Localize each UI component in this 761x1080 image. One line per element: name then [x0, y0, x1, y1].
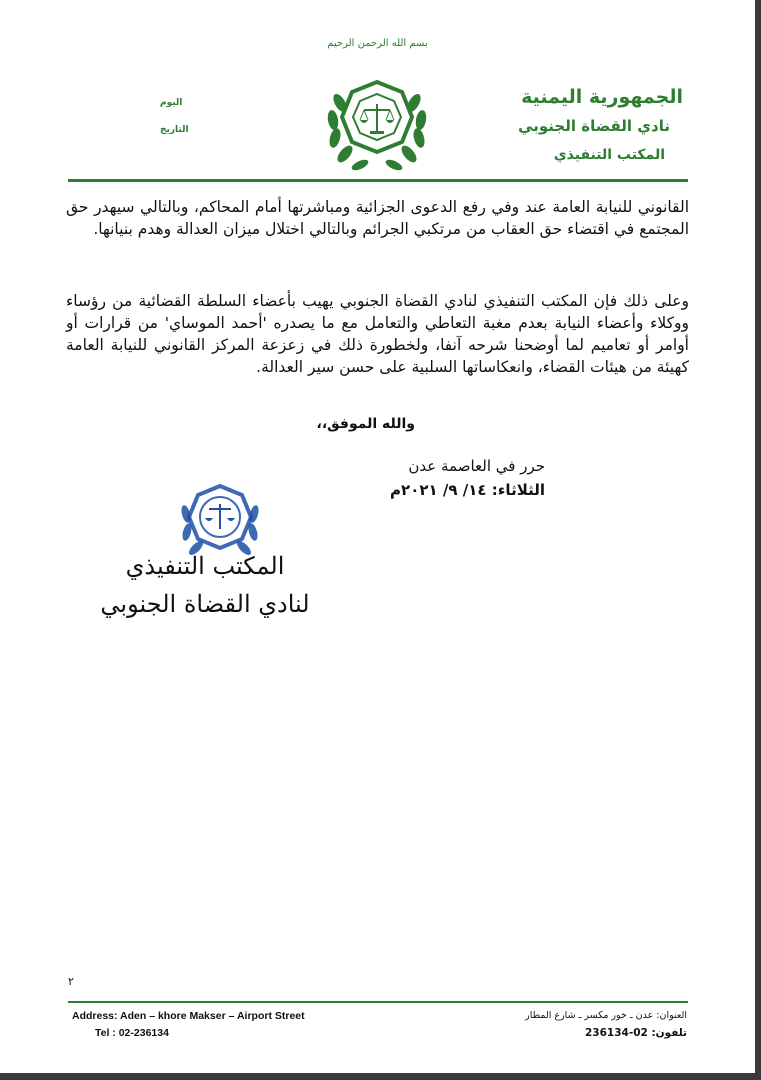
header-divider: [68, 179, 688, 182]
republic-title: الجمهورية اليمنية: [521, 86, 683, 108]
closing-phrase: والله الموفق،،: [316, 416, 415, 432]
club-emblem-logo: [318, 68, 436, 178]
basmala: بسم الله الرحمن الرحيم: [327, 38, 428, 49]
footer-divider: [68, 1001, 688, 1003]
page-number: ٢: [68, 975, 74, 988]
club-name: نادي القضاة الجنوبي: [518, 117, 670, 135]
signature-line-1: المكتب التنفيذي: [125, 552, 285, 580]
paragraph-2: وعلى ذلك فإن المكتب التنفيذي لنادي القضاة الجنوبي يهيب بأعضاء السلطة القضائية من رؤساء ووكلاء وأعضاء النيابة بعدم مغبة التعاطي والتعامل مع ما يصدره 'أحمد الموساي' من قرارات أو أوامر أو تعاميم لما أوضحنا شرحه آنفا، ولخطورة ذلك في زعزعة المركز القانوني للنيابة العامة كهيئة من هيئات القضاء، وانعكاساتها السلبية على حسن سير العدالة.: [66, 292, 689, 376]
footer-address-ar: العنوان: عدن ـ خور مكسر ـ شارع المطار: [525, 1010, 687, 1021]
signature-line-2: لنادي القضاة الجنوبي: [100, 590, 310, 618]
footer-tel-en: Tel : 02-236134: [95, 1027, 169, 1039]
office-name: المكتب التنفيذي: [553, 147, 665, 163]
date-label: التاريخ: [160, 125, 189, 135]
day-label: اليوم: [160, 98, 183, 108]
paragraph-1: القانوني للنيابة العامة عند وفي رفع الدعوى الجزائية ومباشرتها أمام المحاكم، وبالتالي سيهدر حق المجتمع في اقتضاء حق العقاب من مرتكبي الجرائم وبالتالي اختلال ميزان العدالة وهدم بنيانها.: [66, 198, 689, 238]
issued-date: الثلاثاء: ١٤/ ٩/ ٢٠٢١م: [390, 481, 545, 499]
footer-address-en: Address: Aden – khore Makser – Airport Street: [72, 1010, 305, 1022]
issued-place: حرر في العاصمة عدن: [408, 457, 545, 475]
footer-tel-ar: تلفون: 02-236134: [584, 1027, 687, 1039]
